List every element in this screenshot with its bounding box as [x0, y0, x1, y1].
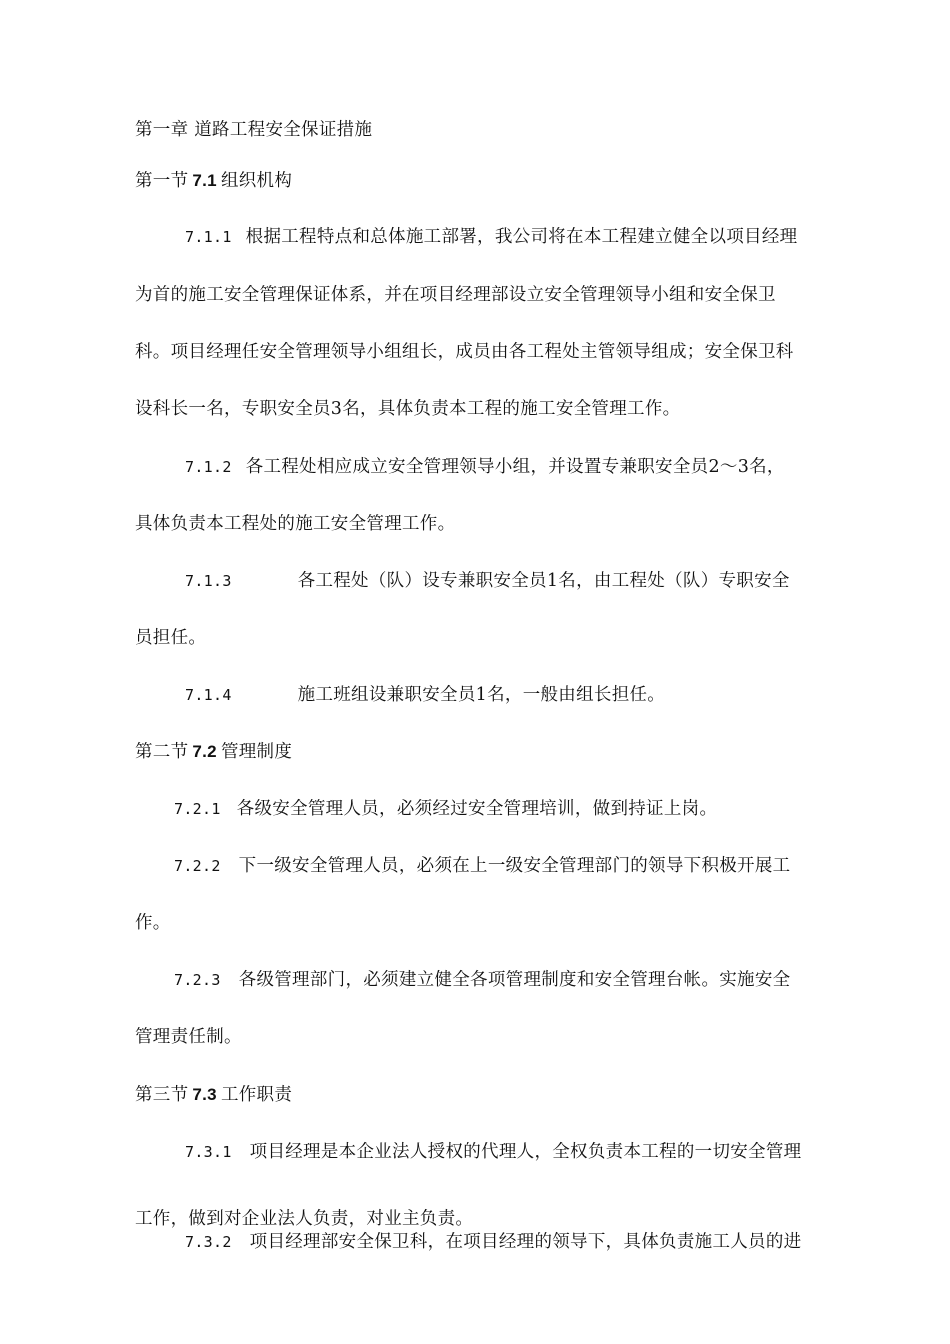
section-number: 7.2	[192, 742, 217, 761]
clause-number: 7.3.1	[185, 1143, 232, 1161]
clause-line	[185, 456, 785, 478]
clause-line: 科。项目经理任安全管理领导小组组长，成员由各工程处主管领导组成；安全保卫科	[135, 342, 794, 362]
clause-line	[185, 1231, 801, 1253]
clause-line: 员担任。	[135, 628, 207, 648]
clause-text: 各工程处（队）设专兼职安全员1名，由工程处（队）专职安全	[297, 571, 790, 591]
clause-line: 作。	[135, 913, 171, 933]
clause-text: 项目经理是本企业法人授权的代理人，全权负责本工程的一切安全管理	[249, 1142, 802, 1162]
section-prefix: 第一节	[135, 171, 189, 191]
clause-line	[174, 969, 790, 991]
section-heading	[135, 170, 292, 192]
clause-number: 7.2.1	[174, 800, 221, 818]
clause-number: 7.3.2	[185, 1233, 232, 1251]
clause-text: 施工班组设兼职安全员1名，一般由组长担任。	[297, 685, 666, 705]
section-heading	[135, 741, 292, 763]
clause-line	[185, 226, 797, 248]
clause-text: 各工程处相应成立安全管理领导小组，并设置专兼职安全员2～3名，	[245, 457, 785, 477]
clause-line: 具体负责本工程处的施工安全管理工作。	[135, 514, 456, 534]
clause-line: 工作，做到对企业法人负责，对业主负责。	[135, 1209, 474, 1229]
clause-text: 各级安全管理人员，必须经过安全管理培训，做到持证上岗。	[236, 799, 718, 819]
clause-line	[185, 1141, 801, 1163]
section-title: 组织机构	[220, 171, 293, 191]
clause-number: 7.1.3	[185, 572, 232, 590]
clause-text: 下一级安全管理人员，必须在上一级安全管理部门的领导下积极开展工	[238, 856, 791, 876]
clause-line	[174, 855, 790, 877]
section-number: 7.3	[192, 1085, 217, 1104]
clause-line: 设科长一名，专职安全员3名，具体负责本工程的施工安全管理工作。	[135, 399, 681, 419]
clause-text: 各级管理部门，必须建立健全各项管理制度和安全管理台帐。实施安全	[238, 970, 791, 990]
section-heading	[135, 1084, 292, 1106]
section-number: 7.1	[192, 171, 217, 190]
clause-line	[185, 684, 665, 706]
clause-number: 7.2.3	[174, 971, 221, 989]
clause-line: 为首的施工安全管理保证体系，并在项目经理部设立安全管理领导小组和安全保卫	[135, 285, 776, 305]
section-prefix: 第三节	[135, 1085, 189, 1105]
clause-number: 7.2.2	[174, 857, 221, 875]
clause-text: 项目经理部安全保卫科，在项目经理的领导下，具体负责施工人员的进	[249, 1232, 802, 1252]
clause-line: 管理责任制。	[135, 1027, 242, 1047]
clause-line	[174, 798, 717, 820]
section-title: 工作职责	[220, 1085, 293, 1105]
clause-number: 7.1.1	[185, 228, 232, 246]
clause-text: 根据工程特点和总体施工部署，我公司将在本工程建立健全以项目经理	[245, 227, 798, 247]
clause-number: 7.1.4	[185, 686, 232, 704]
clause-line	[185, 570, 790, 592]
clause-number: 7.1.2	[185, 458, 232, 476]
chapter-title: 第一章 道路工程安全保证措施	[135, 120, 373, 140]
section-title: 管理制度	[220, 742, 293, 762]
section-prefix: 第二节	[135, 742, 189, 762]
